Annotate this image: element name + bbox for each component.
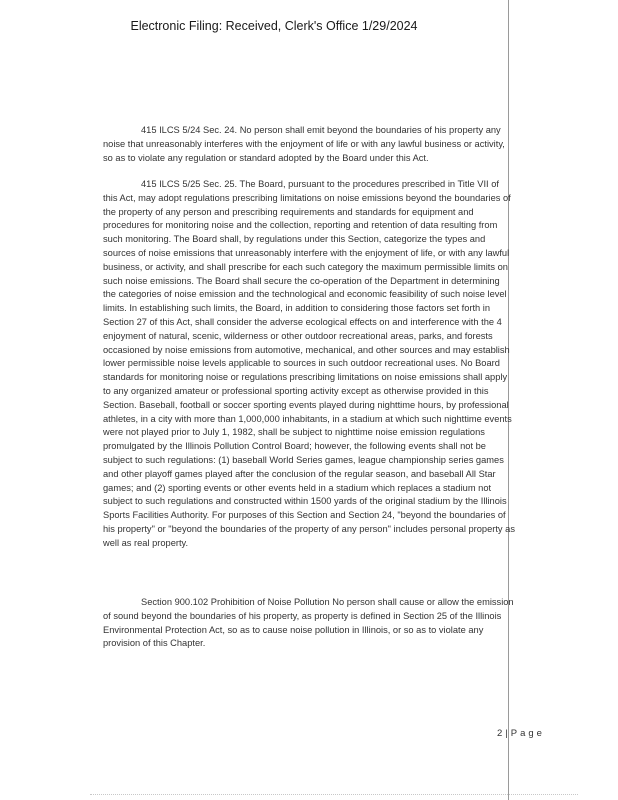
paragraph-sec-25 <box>103 178 515 551</box>
paragraph-sec-900-102 <box>103 596 515 651</box>
page-footer <box>497 728 545 739</box>
page-number: 2 <box>497 728 503 739</box>
paragraph-sec-24 <box>103 124 515 165</box>
paragraph-text: 415 ILCS 5/24 Sec. 24. No person shall emit beyond the boundaries of his property any noise that unreasonably interferes with the enjoyment of life or with any lawful business or activity, so as to violate any regulation or standard adopted by the Board under this Act. <box>103 125 505 163</box>
paragraph-text: 415 ILCS 5/25 Sec. 25. The Board, pursuant to the procedures prescribed in Title VII of this Act, may adopt regulations prescribing limitations on noise emissions beyond the boundaries of the property of any person and prescribing requirements and standards for equipment and procedures for monitoring noise and the collection, reporting and retention of data resulting from such monitoring. The Board shall, by regulations under this Section, categorize the types and sources of noise emissions that unreasonably interfere with the enjoyment of life, or with any lawful business, or activity, and shall prescribe for each such category the maximum permissible limits on such noise emissions. The Board shall secure the co-operation of the Department in determining the categories of noise emission and the technological and economic feasibility of such noise level limits. In establishing such limits, the Board, in addition to considering those factors set forth in Section 27 of this Act, shall consider the adverse ecological effects on and interference with the 4 enjoyment of natural, scenic, wilderness or other outdoor recreational areas, parks, and forests occasioned by noise emissions from automotive, mechanical, and other sources and may establish lower permissible noise levels applicable to sources in such outdoor recreational uses. No Board standards for monitoring noise or regulations prescribing limitations on noise emissions shall apply to any organized amateur or professional sporting activity except as otherwise provided in this Section. Baseball, football or soccer sporting events played during nighttime hours, by professional athletes, in a city with more than 1,000,000 inhabitants, in a stadium at which such nighttime events were not played prior to July 1, 1982, shall be subject to nighttime noise emission regulations promulgated by the Illinois Pollution Control Board; however, the following events shall not be subject to such regulations: (1) baseball World Series games, league championship series games and other playoff games played after the conclusion of the regular season, and baseball All Star games; and (2) sporting events or other events held in a stadium which replaces a stadium not subject to such regulations and constructed within 1500 yards of the original stadium by the Illinois Sports Facilities Authority. For purposes of this Section and Section 24, "beyond the boundaries of his property" or "beyond the boundaries of the property of any person" includes personal property as well as real property. <box>103 179 515 548</box>
bottom-divider <box>90 794 578 795</box>
footer-separator: | <box>505 728 508 739</box>
page-label: Page <box>510 728 545 739</box>
paragraph-text: Section 900.102 Prohibition of Noise Pollution No person shall cause or allow the emission of sound beyond the boundaries of his property, as property is defined in Section 25 of the Illinois Environmental Protection Act, so as to cause noise pollution in Illinois, or so as to violate any provision of this Chapter. <box>103 597 514 649</box>
filing-stamp-header: Electronic Filing: Received, Clerk's Office 1/29/2024 <box>130 19 418 33</box>
